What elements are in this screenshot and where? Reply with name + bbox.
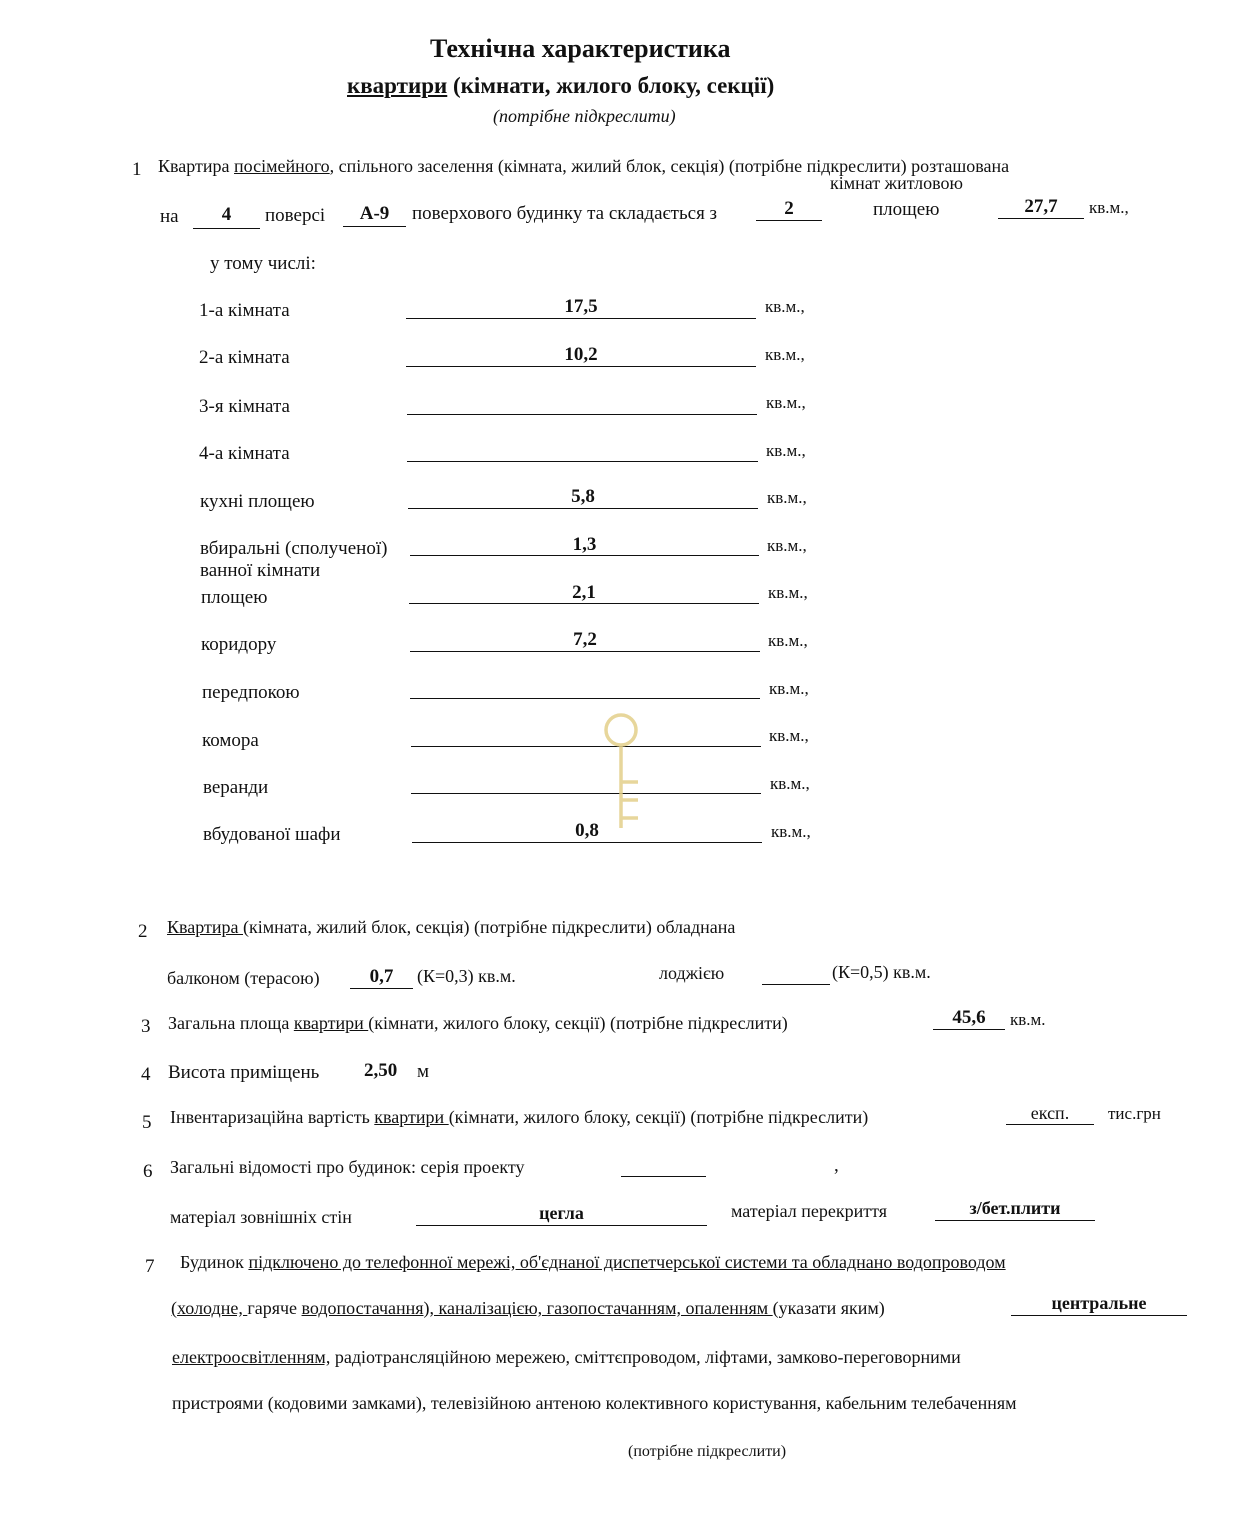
floor-value: 4 (221, 204, 232, 225)
s1-t2: поверхового будинку та складається з (412, 203, 718, 224)
series-line (621, 1176, 706, 1177)
subtitle-rest: (кімнати, жилого блоку, секції) (447, 73, 775, 98)
room-2-label: 2-а кімната (199, 347, 290, 368)
s7-number: 7 (145, 1256, 155, 1277)
s7-l3a: радіотрансляційною мережею, сміттєпроводом, ліфтами, замково-переговорними (330, 1347, 961, 1367)
s6-number: 6 (143, 1161, 153, 1182)
living-area-line (998, 218, 1084, 219)
bath-unit: кв.м., (767, 536, 807, 555)
s4-label: Висота приміщень (168, 1062, 320, 1083)
s3-a: Загальна площа (168, 1013, 294, 1033)
s3-u: квартири (293, 1013, 369, 1033)
kitchen-value: 5,8 (571, 486, 595, 507)
corridor-value: 7,2 (573, 629, 597, 650)
s7-line2 (171, 1298, 885, 1319)
s2-balcony: балконом (терасою) (167, 968, 320, 988)
s7-l2u1: (холодне, (171, 1298, 248, 1318)
room-4-label: 4-а кімната (199, 443, 290, 464)
s1-line1c: кімнат житловою (830, 173, 963, 193)
s6-walls: матеріал зовнішніх стін (170, 1207, 352, 1227)
document-title: Технічна характеристика (430, 34, 731, 63)
corridor-unit: кв.м., (768, 631, 808, 650)
room-1-value: 17,5 (564, 296, 598, 317)
storage-unit: кв.м., (769, 726, 809, 745)
s3-unit: кв.м. (1010, 1010, 1046, 1029)
loggia-line (762, 984, 830, 985)
total-area-line (933, 1029, 1005, 1030)
room-2-unit: кв.м., (765, 345, 805, 364)
s2-number: 2 (138, 921, 148, 942)
s1-ploscheiu: площею (873, 199, 940, 220)
building-line (343, 226, 406, 227)
floor-mat-line (935, 1220, 1095, 1221)
living-area-value: 27,7 (1024, 196, 1058, 217)
s4-value: 2,50 (364, 1060, 398, 1081)
kitchen-unit: кв.м., (767, 488, 807, 507)
storage-line (411, 746, 761, 747)
rooms-value: 2 (784, 198, 794, 219)
s1-t1b: , спільного заселення (кімната, жилий блок, секція) (потрібне підкреслити) розташована (329, 156, 1010, 176)
hall-unit: кв.м., (769, 679, 809, 698)
corridor-line (410, 651, 760, 652)
walls-line (416, 1225, 707, 1226)
s7-l1u: підключено до телефонної мережі, об'єднаної диспетчерської системи та обладнано водопроводом (248, 1252, 1006, 1272)
s3-line (168, 1013, 788, 1034)
s1-incl: у тому числі: (210, 253, 316, 274)
room-3-label: 3-я кімната (199, 396, 290, 417)
s7-line1 (180, 1252, 1006, 1273)
area-label: площею (201, 587, 268, 608)
s1-t1u: посімейного (234, 156, 330, 176)
cost-value: експ. (1030, 1103, 1070, 1123)
hall-line (410, 698, 760, 699)
s7-l2b: (указати яким) (772, 1298, 885, 1318)
s5-u: квартири (374, 1107, 449, 1127)
header-note: (потрібне підкреслити) (493, 106, 676, 126)
walls-value: цегла (539, 1203, 584, 1223)
s3-b: (кімнати, жилого блоку, секції) (потрібне підкреслити) (368, 1013, 788, 1033)
veranda-label: веранди (203, 777, 269, 798)
room-4-line (407, 461, 758, 462)
s7-note: (потрібне підкреслити) (628, 1443, 787, 1460)
s7-line3 (172, 1347, 961, 1368)
s6-a: Загальні відомості про будинок: серія проекту (170, 1157, 525, 1177)
floor-line (193, 228, 260, 229)
balcony-value: 0,7 (369, 966, 394, 987)
room-1-label: 1-а кімната (199, 300, 290, 321)
s5-a: Інвентаризаційна вартість (170, 1107, 375, 1127)
s1-na: на (160, 206, 179, 227)
s7-l3u: електроосвітленням, (172, 1347, 331, 1367)
room-3-unit: кв.м., (766, 393, 806, 412)
s2-rest: (кімната, жилий блок, секція) (потрібне підкреслити) обладнана (243, 917, 736, 937)
s1-unit: кв.м., (1089, 198, 1129, 217)
room-4-unit: кв.м., (766, 441, 806, 460)
building-value: А-9 (359, 203, 390, 224)
hall-label: передпокою (202, 682, 300, 703)
s5-line (170, 1107, 868, 1128)
s2-loggia: лоджією (659, 963, 725, 983)
bath-label: вбиральні (сполученої) (200, 538, 388, 559)
s1-poversi: поверсі (265, 205, 326, 226)
room-3-line (407, 414, 757, 415)
bath-label2: ванної кімнати (200, 560, 321, 581)
closet-label: вбудованої шафи (203, 824, 341, 845)
floor-mat-value: з/бет.плити (969, 1198, 1061, 1218)
s7-l2u2: водопостачання), каналізацією, газопостачанням, опаленням (301, 1298, 773, 1318)
closet-unit: кв.м., (771, 822, 811, 841)
s7-l1a: Будинок (180, 1252, 249, 1272)
s2-k2: (К=0,5) кв.м. (832, 962, 931, 982)
s3-number: 3 (141, 1016, 151, 1037)
s4-unit: м (417, 1061, 430, 1082)
closet-value: 0,8 (575, 820, 599, 841)
s1-number: 1 (132, 159, 142, 180)
kitchen-label: кухні площею (200, 491, 315, 512)
storage-label: комора (202, 730, 259, 751)
s7-line4: пристроями (кодовими замками), телевізійною антеною колективного користування, кабельним телебаченням (172, 1393, 1017, 1413)
veranda-line (411, 793, 761, 794)
subtitle-underlined: квартири (347, 73, 448, 98)
total-area-value: 45,6 (952, 1007, 986, 1028)
s6-comma: , (834, 1155, 839, 1176)
room-1-unit: кв.м., (765, 297, 805, 316)
cost-line (1006, 1124, 1094, 1125)
veranda-unit: кв.м., (770, 774, 810, 793)
bath-value: 1,3 (572, 534, 597, 555)
corridor-label: коридору (201, 634, 277, 655)
key-watermark-icon (600, 712, 644, 832)
kitchen-line (408, 508, 758, 509)
heating-value: центральне (1051, 1293, 1147, 1313)
s4-number: 4 (141, 1064, 151, 1085)
s2-line1 (167, 917, 735, 938)
heating-line (1011, 1315, 1187, 1316)
document-subtitle (347, 73, 774, 99)
rooms-line (756, 220, 822, 221)
area-unit: кв.м., (768, 583, 808, 602)
s5-number: 5 (142, 1112, 152, 1133)
s2-u: Квартира (167, 917, 244, 937)
room-2-line (406, 366, 756, 367)
s5-b: (кімнати, жилого блоку, секції) (потрібне підкреслити) (448, 1107, 869, 1127)
closet-line (412, 842, 762, 843)
room-2-value: 10,2 (564, 344, 598, 365)
s6-floor-mat: матеріал перекриття (731, 1201, 888, 1221)
area-value: 2,1 (572, 582, 596, 603)
s2-k1: (К=0,3) кв.м. (417, 966, 516, 986)
s5-unit: тис.грн (1108, 1104, 1161, 1123)
room-1-line (406, 318, 756, 319)
s7-l2a: гаряче (247, 1298, 302, 1318)
balcony-line (350, 988, 413, 989)
s1-t1: Квартира (158, 156, 235, 176)
